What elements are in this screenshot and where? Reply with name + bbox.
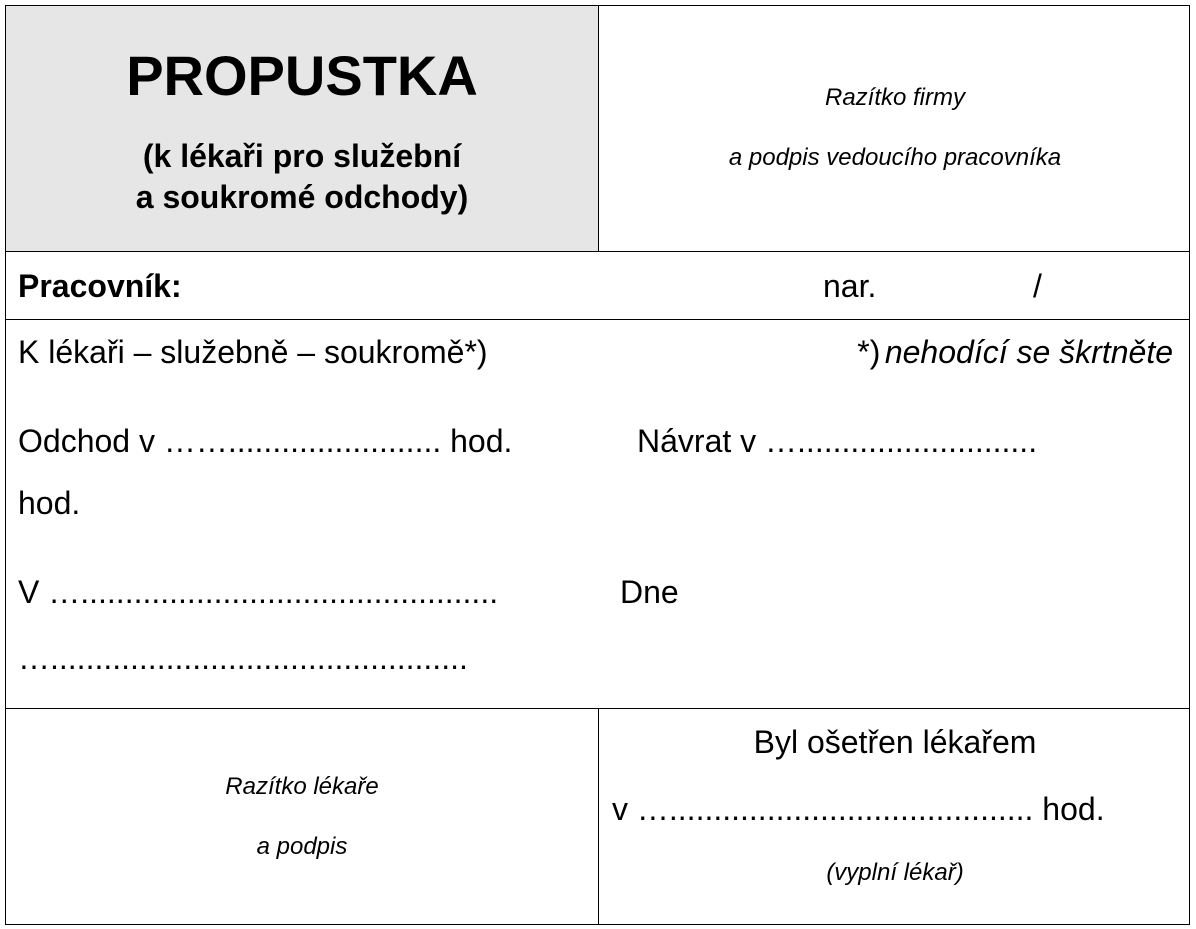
footnote-mark: *) [857, 334, 881, 370]
birth-number-separator: / [1033, 268, 1042, 304]
employee-row-bottom-line [6, 319, 1189, 320]
departure-time-field: Odchod v ……........................ hod. [18, 423, 513, 459]
birth-date-label: nar. [823, 268, 877, 304]
date-label: Dne [620, 574, 679, 610]
doctor-signature-label: a podpis [256, 833, 348, 860]
treated-time-field: v …......................................... hod. [612, 791, 1105, 827]
subtitle-line-1: (k lékaři pro služební [142, 138, 462, 174]
employee-label: Pracovník: [18, 268, 182, 304]
form-title: PROPUSTKA [126, 44, 478, 107]
subtitle-line-2: a soukromé odchody) [135, 179, 469, 215]
pass-form [5, 5, 1190, 925]
place-field: V …............................................... [18, 574, 499, 610]
header-divider [598, 6, 599, 251]
filled-by-doctor-note: (vyplní lékař) [826, 859, 964, 886]
manager-signature-label: a podpis vedoucího pracovníka [728, 144, 1062, 171]
header-bottom-line [6, 251, 1189, 252]
doctor-stamp-label: Razítko lékaře [225, 773, 379, 800]
date-field-dots: …............................................... [18, 640, 468, 676]
visit-type-line: K lékaři – služebně – soukromě*) [18, 334, 488, 370]
footnote-text: nehodící se škrtněte [884, 334, 1173, 370]
return-time-field: Návrat v …........................... [637, 423, 1038, 459]
company-stamp-label: Razítko firmy [824, 84, 965, 111]
form-subtitle [6, 136, 598, 218]
treated-heading: Byl ošetřen lékařem [753, 724, 1037, 760]
return-time-unit: hod. [18, 485, 81, 521]
footnote [857, 334, 1173, 370]
